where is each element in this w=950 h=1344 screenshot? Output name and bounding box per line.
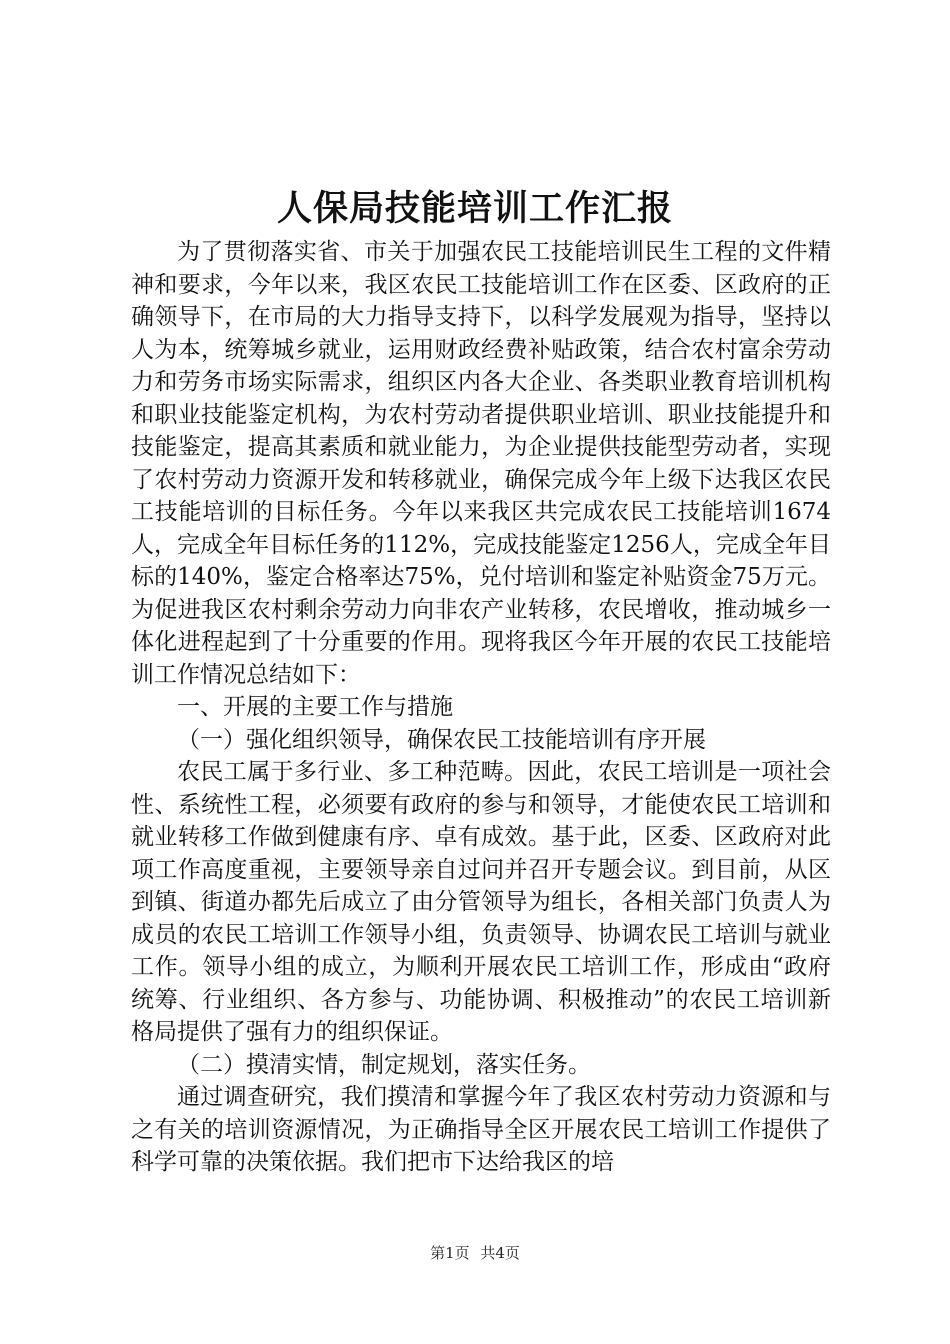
paragraph-organization: 农民工属于多行业、多工种范畴。因此，农民工培训是一项社会性、系统性工程，必须要有政府的参与和领导，才能使农民工培训和就业转移工作做到健康有序、卓有成效。基于此，区委、区政府对此项工作高度重视，主要领导亲自过问并召开专题会议。到目前，从区到镇、街道办都先后成立了由分管领导为组长，各相关部门负责人为成员的农民工培训工作领导小组，负责领导、协调农民工培训与就业工作。领导小组的成立，为顺利开展农民工培训工作，形成由“政府统筹、行业组织、各方参与、功能协调、积极推动”的农民工培训新格局提供了强有力的组织保证。 [131,759,831,1045]
subsection-heading-1: （一）强化组织领导，确保农民工技能培训有序开展 [177,726,706,753]
document-title: 人保局技能培训工作汇报 [276,188,673,229]
subsection-heading-2: （二）摸清实情，制定规划，落实任务。 [177,1051,591,1078]
section-heading-1: 一、开展的主要工作与措施 [177,694,453,720]
paragraph-survey: 通过调查研究，我们摸清和掌握今年了我区农村劳动力资源和与之有关的培训资源情况，为正确指导全区开展农民工培训工作提供了科学可靠的决策依据。我们把市下达给我区的培 [131,1084,831,1175]
paragraph-intro: 为了贯彻落实省、市关于加强农民工技能培训民生工程的文件精神和要求，今年以来，我区农民工技能培训工作在区委、区政府的正确领导下，在市局的大力指导支持下，以科学发展观为指导，坚持以人为本，统筹城乡就业，运用财政经费补贴政策，结合农村富余劳动力和劳务市场实际需求，组织区内各大企业、各类职业教育培训机构和职业技能鉴定机构，为农村劳动者提供职业培训、职业技能提升和技能鉴定，提高其素质和就业能力，为企业提供技能型劳动者，实现了农村劳动力资源开发和转移就业，确保完成今年上级下达我区农民工技能培训的目标任务。今年以来我区共完成农民工技能培训1674人，完成全年目标任务的112%，完成技能鉴定1256人，完成全年目标的140%，鉴定合格率达75%，兑付培训和鉴定补贴资金75万元。为促进我区农村剩余劳动力向非农产业转移，农民增收，推动城乡一体化进程起到了十分重要的作用。现将我区今年开展的农民工技能培训工作情况总结如下： [131,239,831,688]
page-number-current: 第1页 [430,1244,470,1262]
document-body [131,236,831,1179]
page-footer [0,1243,950,1263]
page-number-total: 共4页 [480,1244,520,1262]
